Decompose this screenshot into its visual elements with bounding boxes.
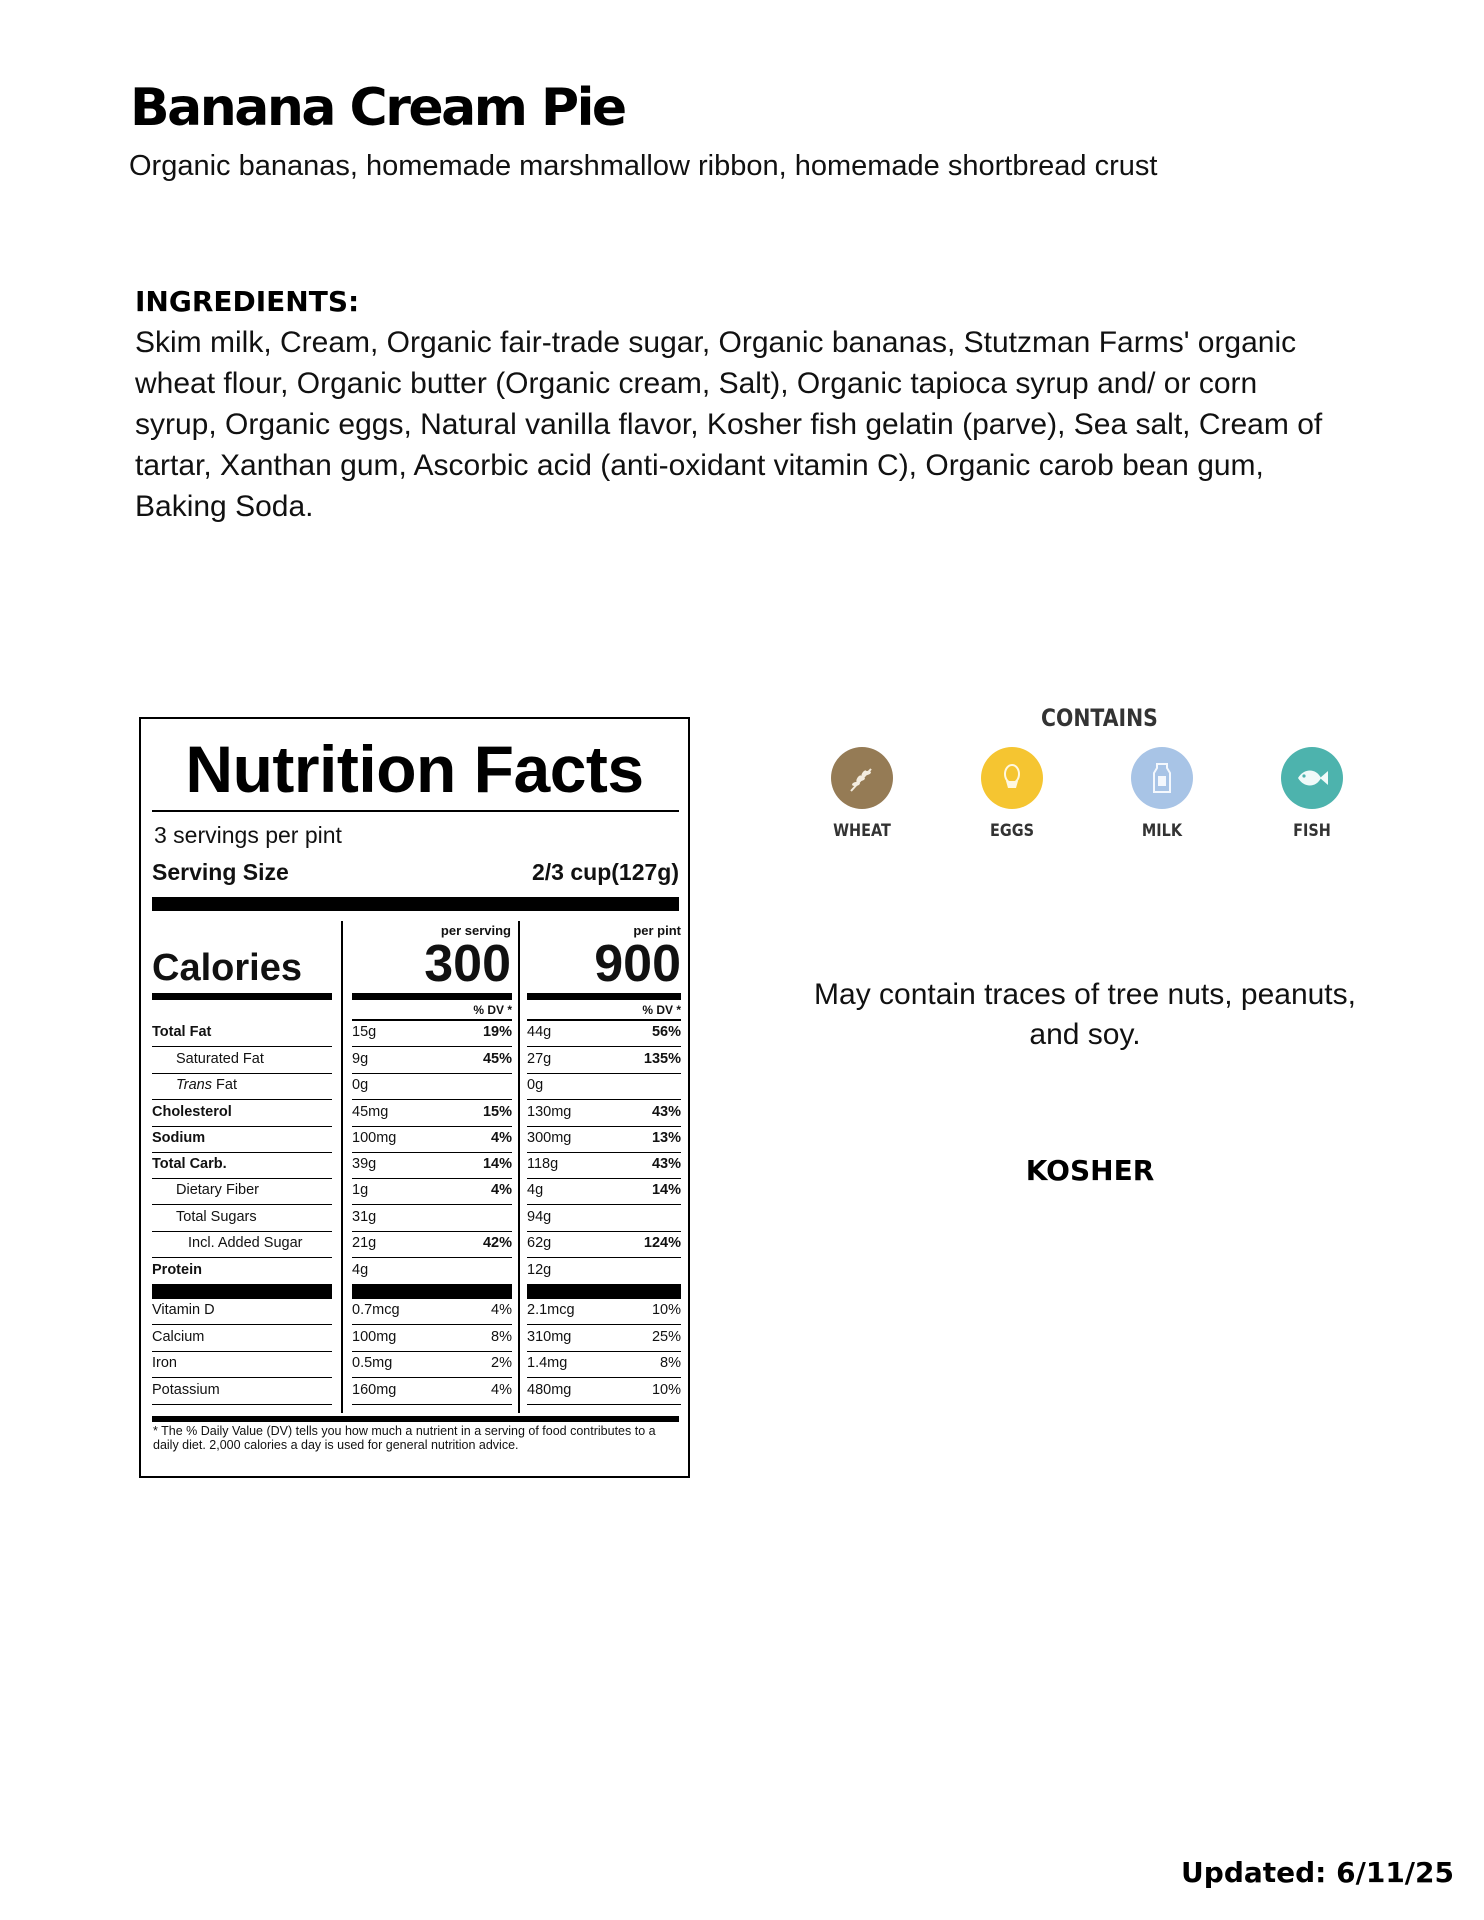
nutrient-percent-dv: 4% xyxy=(491,1382,512,1398)
nutrient-name: Protein xyxy=(152,1262,202,1278)
nutrient-percent-dv: 8% xyxy=(660,1355,681,1371)
updated-date: Updated: 6/11/25 xyxy=(1181,1856,1454,1889)
nutrient-amount: 300mg xyxy=(527,1130,572,1146)
column-divider xyxy=(518,921,520,1413)
vitamin-section-divider xyxy=(352,1285,512,1299)
ingredients-heading: INGREDIENTS: xyxy=(135,285,360,318)
nutrient-label-rest: Fat xyxy=(212,1077,237,1093)
nutrient-percent-dv: 135% xyxy=(643,1051,681,1067)
per-pint-cell xyxy=(527,1299,681,1325)
per-serving-cell xyxy=(352,1048,512,1074)
calories-per-pint: 900 xyxy=(594,935,681,993)
divider xyxy=(152,810,679,812)
nutrient-amount: 0g xyxy=(527,1077,544,1093)
nutrient-amount: 45mg xyxy=(352,1104,389,1120)
calories-per-serving: 300 xyxy=(424,935,511,993)
per-serving-cell xyxy=(352,1232,512,1258)
nutrient-amount: 160mg xyxy=(352,1382,397,1398)
column-divider xyxy=(341,921,343,1413)
nutrient-label xyxy=(152,1232,332,1258)
nutrient-percent-dv: 14% xyxy=(482,1156,512,1172)
nutrient-percent-dv: 10% xyxy=(651,1382,681,1398)
vitamin-section-divider xyxy=(527,1285,681,1299)
nutrient-amount: 0.7mcg xyxy=(352,1302,400,1318)
nutrient-label xyxy=(152,1379,332,1405)
nutrient-amount: 62g xyxy=(527,1235,552,1251)
nutrient-amount: 1.4mg xyxy=(527,1355,568,1371)
calories-underline xyxy=(352,993,512,1000)
footnote-rule xyxy=(152,1416,679,1422)
nutrient-percent-dv: 14% xyxy=(651,1182,681,1198)
nutrient-amount: 1g xyxy=(352,1182,369,1198)
nutrient-percent-dv: 8% xyxy=(491,1329,512,1345)
thick-divider xyxy=(152,897,679,911)
nutrient-percent-dv: 4% xyxy=(491,1182,512,1198)
per-pint-cell xyxy=(527,1206,681,1232)
nutrient-amount: 480mg xyxy=(527,1382,572,1398)
nutrient-percent-dv: 13% xyxy=(651,1130,681,1146)
nutrient-percent-dv: 19% xyxy=(482,1024,512,1040)
nutrient-amount: 118g xyxy=(527,1156,559,1172)
per-pint-cell xyxy=(527,1101,681,1127)
nutrient-name: Total Fat xyxy=(152,1024,212,1040)
nutrient-label xyxy=(152,1299,332,1325)
per-serving-cell xyxy=(352,1101,512,1127)
servings-per-container: 3 servings per pint xyxy=(154,822,342,848)
nutrient-percent-dv: 42% xyxy=(482,1235,512,1251)
per-pint-cell xyxy=(527,1127,681,1153)
per-serving-cell xyxy=(352,1179,512,1205)
allergen-label: EGGS xyxy=(989,821,1034,841)
per-serving-cell xyxy=(352,1153,512,1179)
per-pint-cell xyxy=(527,1153,681,1179)
nutrition-facts-panel xyxy=(139,717,690,1478)
nutrient-percent-dv: 43% xyxy=(651,1156,681,1172)
nutrient-amount: 27g xyxy=(527,1051,552,1067)
nutrient-label xyxy=(152,1153,332,1179)
milk-carton-icon xyxy=(1131,747,1193,809)
nutrient-amount: 12g xyxy=(527,1262,552,1278)
nutrient-name: Dietary Fiber xyxy=(176,1182,259,1198)
calories-underline xyxy=(527,993,681,1000)
nutrient-amount: 44g xyxy=(527,1024,552,1040)
per-pint-cell xyxy=(527,1074,681,1100)
nutrient-percent-dv: 4% xyxy=(491,1130,512,1146)
nutrient-label xyxy=(152,1206,332,1232)
nutrient-name: Incl. Added Sugar xyxy=(188,1235,303,1251)
nutrient-amount: 39g xyxy=(352,1156,377,1172)
nutrient-percent-dv: 4% xyxy=(491,1302,512,1318)
allergen-milk xyxy=(1112,747,1212,841)
per-pint-cell xyxy=(527,1352,681,1378)
nutrient-label xyxy=(152,1074,332,1100)
nutrient-name: Total Carb. xyxy=(152,1156,227,1172)
nutrient-amount: 0g xyxy=(352,1077,369,1093)
nutrient-amount: 2.1mcg xyxy=(527,1302,575,1318)
kosher-label: KOSHER xyxy=(1025,1154,1155,1187)
nutrient-amount: 100mg xyxy=(352,1130,397,1146)
per-serving-cell xyxy=(352,1021,512,1047)
nutrient-amount: 15g xyxy=(352,1024,377,1040)
nutrient-name: Saturated Fat xyxy=(176,1051,264,1067)
nutrient-name: Calcium xyxy=(152,1329,205,1345)
nutrient-percent-dv: 124% xyxy=(643,1235,681,1251)
nutrient-amount: 4g xyxy=(352,1262,369,1278)
ingredients-text: Skim milk, Cream, Organic fair-trade sugar, Organic bananas, Stutzman Farms' organic wheat flour, Organic butter (Organic cream, Salt), Organic tapioca syrup and/ or corn syrup, Organic eggs, Natural vanilla flavor, Kosher fish gelatin (parve), Sea salt, Cream of tartar, Xanthan gum, Ascorbic acid (anti-oxidant vitamin C), Organic carob bean gum, Baking Soda. xyxy=(135,326,1323,523)
nutrient-label xyxy=(152,1127,332,1153)
per-serving-cell xyxy=(352,1326,512,1352)
per-serving-cell xyxy=(352,1127,512,1153)
allergen-label: WHEAT xyxy=(833,821,891,841)
nutrient-amount: 21g xyxy=(352,1235,377,1251)
nutrient-percent-dv: 25% xyxy=(651,1329,681,1345)
nutrient-name: Cholesterol xyxy=(152,1104,232,1120)
per-serving-cell xyxy=(352,1379,512,1405)
nutrient-name: Vitamin D xyxy=(152,1302,215,1318)
allergen-eggs xyxy=(962,747,1062,841)
nutrient-name xyxy=(176,1074,237,1096)
fish-icon xyxy=(1281,747,1343,809)
nutrient-percent-dv: 43% xyxy=(651,1104,681,1120)
nutrient-name: Iron xyxy=(152,1355,177,1371)
allergen-wheat xyxy=(812,747,912,841)
per-serving-cell xyxy=(352,1352,512,1378)
nutrient-label xyxy=(152,1179,332,1205)
per-pint-cell xyxy=(527,1021,681,1047)
allergen-label: FISH xyxy=(1293,821,1331,841)
per-pint-cell xyxy=(527,1379,681,1405)
per-serving-cell xyxy=(352,1206,512,1232)
nutrient-percent-dv: 15% xyxy=(482,1104,512,1120)
nutrient-label xyxy=(152,1259,332,1285)
nutrient-label xyxy=(152,1021,332,1047)
nutrient-amount: 9g xyxy=(352,1051,369,1067)
nutrient-label xyxy=(152,1352,332,1378)
serving-size-value: 2/3 cup(127g) xyxy=(532,859,679,885)
nutrient-amount: 310mg xyxy=(527,1329,572,1345)
wheat-icon xyxy=(831,747,893,809)
per-pint-cell xyxy=(527,1232,681,1258)
serving-size-label: Serving Size xyxy=(152,859,289,885)
nutrient-amount: 94g xyxy=(527,1209,552,1225)
per-serving-cell xyxy=(352,1299,512,1325)
nutrient-amount: 31g xyxy=(352,1209,377,1225)
per-pint-cell xyxy=(527,1259,681,1285)
dv-header: % DV * xyxy=(473,1003,512,1017)
nutrient-percent-dv: 45% xyxy=(482,1051,512,1067)
per-serving-label: per serving xyxy=(440,923,511,938)
per-serving-cell xyxy=(352,1259,512,1285)
nutrient-percent-dv: 10% xyxy=(651,1302,681,1318)
egg-icon xyxy=(981,747,1043,809)
nutrient-amount: 100mg xyxy=(352,1329,397,1345)
contains-heading: CONTAINS xyxy=(1041,704,1158,732)
vitamin-section-divider xyxy=(152,1285,332,1299)
per-pint-cell xyxy=(527,1326,681,1352)
per-pint-cell xyxy=(527,1048,681,1074)
nutrient-percent-dv: 2% xyxy=(491,1355,512,1371)
nutrient-amount: 4g xyxy=(527,1182,544,1198)
nutrition-facts-title: Nutrition Facts xyxy=(185,732,644,806)
per-pint-cell xyxy=(527,1179,681,1205)
product-subtitle: Organic bananas, homemade marshmallow ribbon, homemade shortbread crust xyxy=(129,150,1158,182)
nutrient-label xyxy=(152,1101,332,1127)
nutrient-label xyxy=(152,1048,332,1074)
nutrient-percent-dv: 56% xyxy=(651,1024,681,1040)
calories-underline xyxy=(152,993,332,1000)
nutrient-amount: 130mg xyxy=(527,1104,572,1120)
nutrient-name: Total Sugars xyxy=(176,1209,257,1225)
nutrient-name: Potassium xyxy=(152,1382,220,1398)
trace-allergen-note: May contain traces of tree nuts, peanuts, and soy. xyxy=(814,978,1356,1051)
nutrient-name: Sodium xyxy=(152,1130,206,1146)
dv-footnote: * The % Daily Value (DV) tells you how much a nutrient in a serving of food contributes to a daily diet. 2,000 calories a day is used for general nutrition advice. xyxy=(153,1424,656,1452)
dv-header: % DV * xyxy=(642,1003,681,1017)
calories-label: Calories xyxy=(152,947,302,989)
nutrient-label-italic: Trans xyxy=(176,1077,212,1093)
per-pint-label: per pint xyxy=(633,923,681,938)
allergen-fish xyxy=(1262,747,1362,841)
product-title: Banana Cream Pie xyxy=(130,78,625,138)
per-serving-cell xyxy=(352,1074,512,1100)
nutrient-label xyxy=(152,1326,332,1352)
allergen-label: MILK xyxy=(1141,821,1183,841)
nutrient-amount: 0.5mg xyxy=(352,1355,393,1371)
